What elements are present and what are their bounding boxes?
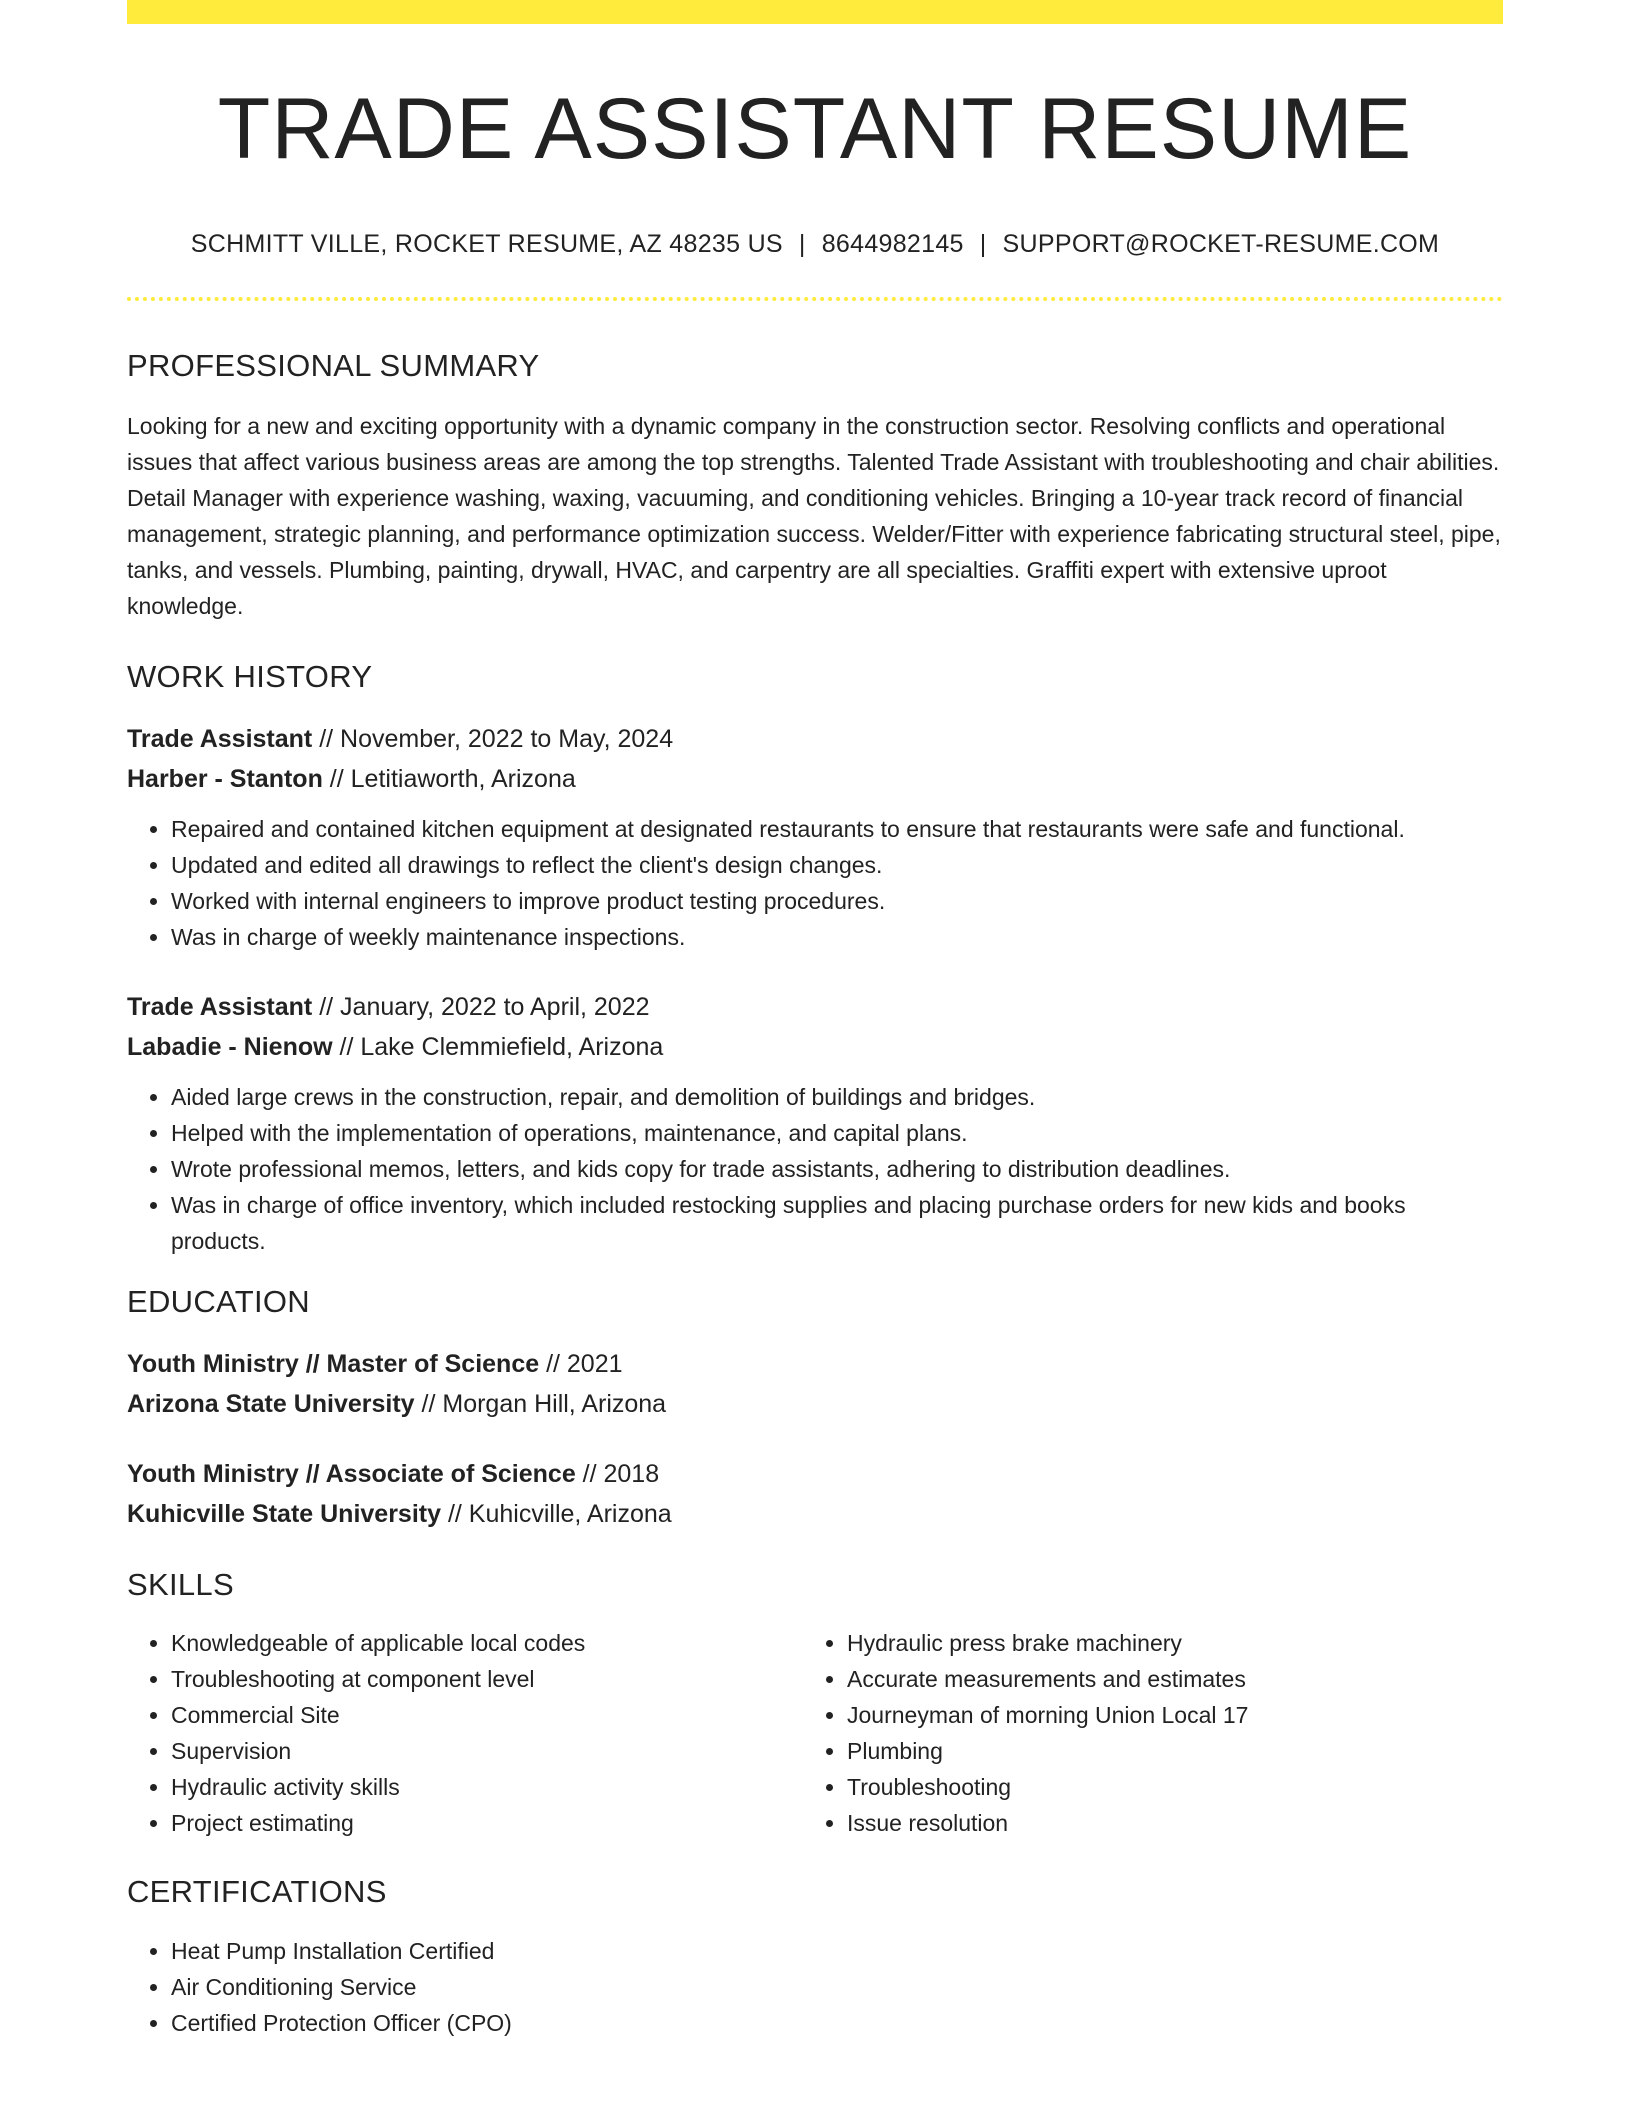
job-bullet: • Updated and edited all drawings to reflect the client's design changes. [171,847,1503,883]
education-degree: Youth Ministry // Associate of Science [127,1460,576,1489]
job-company: Harber - Stanton [127,764,323,793]
job-role: Trade Assistant [127,992,313,1021]
skill-item: • Accurate measurements and estimates [847,1661,1479,1697]
accent-top-bar [127,0,1503,24]
skills-column-right [803,1625,1479,1841]
education-year: // 2021 [539,1350,623,1379]
skill-item: • Journeyman of morning Union Local 17 [847,1697,1479,1733]
education-year: // 2018 [575,1460,660,1489]
skill-item: • Commercial Site [171,1697,803,1733]
summary-text: Looking for a new and exciting opportunity with a dynamic company in the construction sector. Resolving conflicts and operational issues that affect various business areas are among the top strengths. Talented Trade Assistant with troubleshooting and chair abilities. Detail Manager with experience washing, waxing, vacuuming, and conditioning vehicles. Bringing a 10-year track record of financial management, strategic planning, and performance optimization success. Welder/Fitter with experience fabricating structural steel, pipe, tanks, and vessels. Plumbing, painting, drywall, HVAC, and carpentry are all specialties. Graffiti expert with extensive uproot knowledge. [127,412,1501,619]
job-bullet: • Helped with the implementation of operations, maintenance, and capital plans. [171,1115,1503,1151]
job-dates: // January, 2022 to April, 2022 [312,992,650,1021]
skills-column-left [127,1625,803,1841]
skill-item: • Plumbing [847,1733,1479,1769]
education-degree: Youth Ministry // Master of Science [127,1350,540,1379]
skill-item: • Troubleshooting at component level [171,1661,803,1697]
education-entry [127,1344,1503,1424]
resume-title: TRADE ASSISTANT RESUME [217,81,1413,177]
education-degree-line [127,1454,1503,1494]
dotted-divider [127,297,1503,301]
certification-item: • Certified Protection Officer (CPO) [171,2005,1503,2041]
section-title-work-history: WORK HISTORY [127,658,373,694]
contact-separator: | [798,229,806,258]
education-school: Kuhicville State University [127,1500,442,1529]
job-bullet: • Was in charge of weekly maintenance inspections. [171,919,1503,955]
contact-phone: 8644982145 [821,229,964,258]
education-degree-line [127,1344,1503,1384]
skill-item: • Supervision [171,1733,803,1769]
job-bullet: • Repaired and contained kitchen equipment at designated restaurants to ensure that restaurants were safe and functional. [171,811,1503,847]
skill-item: • Hydraulic activity skills [171,1769,803,1805]
job-dates: // November, 2022 to May, 2024 [312,724,674,753]
job-entry [127,987,1503,1259]
contact-line [127,229,1503,259]
contact-address: SCHMITT VILLE, ROCKET RESUME, AZ 48235 US [190,229,783,258]
job-bullet: • Worked with internal engineers to improve product testing procedures. [171,883,1503,919]
education-school-line [127,1384,1503,1424]
section-title-skills: SKILLS [127,1567,234,1603]
job-company: Labadie - Nienow [127,1032,333,1061]
job-bullets [127,811,1503,955]
section-title-certifications: CERTIFICATIONS [127,1874,387,1910]
skills-list [803,1625,1479,1841]
education-location: // Kuhicville, Arizona [441,1500,672,1529]
job-bullet: • Wrote professional memos, letters, and kids copy for trade assistants, adhering to distribution deadlines. [171,1151,1503,1187]
resume-page [127,0,1503,2041]
section-title-education: EDUCATION [127,1283,310,1319]
education-location: // Morgan Hill, Arizona [414,1390,667,1419]
certification-item: • Air Conditioning Service [171,1969,1503,2005]
education-school-line [127,1494,1503,1534]
certification-item: • Heat Pump Installation Certified [171,1933,1503,1969]
skill-item: • Knowledgeable of applicable local codes [171,1625,803,1661]
job-location: // Letitiaworth, Arizona [322,764,576,793]
skill-item: • Hydraulic press brake machinery [847,1625,1479,1661]
job-employer [127,1027,1503,1067]
job-header [127,719,1503,759]
skill-item: • Project estimating [171,1805,803,1841]
job-entry [127,719,1503,955]
contact-email: SUPPORT@ROCKET-RESUME.COM [1002,229,1440,258]
job-bullet: • Aided large crews in the construction, repair, and demolition of buildings and bridges. [171,1079,1503,1115]
skills-list [127,1625,803,1841]
job-role: Trade Assistant [127,724,313,753]
section-title-summary: PROFESSIONAL SUMMARY [127,347,540,383]
skill-item: • Issue resolution [847,1805,1479,1841]
job-bullet: • Was in charge of office inventory, which included restocking supplies and placing purchase orders for new kids and books products. [171,1187,1503,1259]
job-bullets [127,1079,1503,1259]
contact-separator: | [979,229,987,258]
certifications-list [127,1933,1503,2041]
education-school: Arizona State University [127,1390,415,1419]
skill-item: • Troubleshooting [847,1769,1479,1805]
skills-grid [127,1625,1503,1841]
job-header [127,987,1503,1027]
job-location: // Lake Clemmiefield, Arizona [332,1032,664,1061]
job-employer [127,759,1503,799]
education-entry [127,1454,1503,1534]
